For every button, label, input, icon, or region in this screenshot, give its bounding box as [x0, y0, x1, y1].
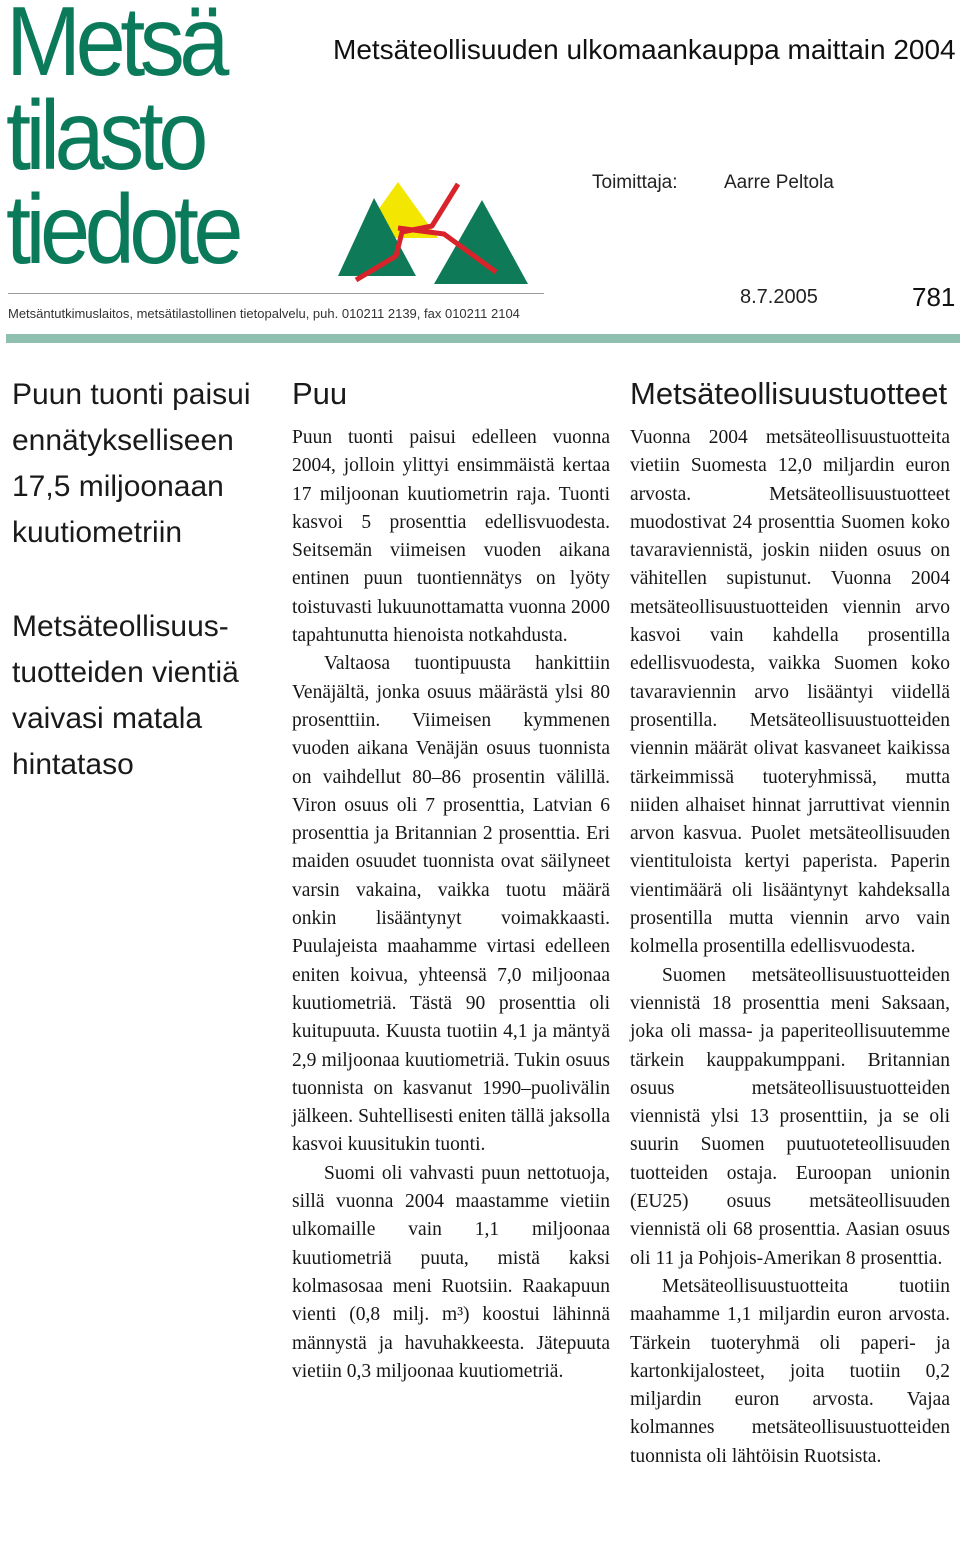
masthead-logo — [6, 0, 258, 284]
section-puu-body — [292, 424, 610, 1386]
mt-paragraph: Metsäteollisuustuotteita tuotiin maahamme 1,1 miljardin euron arvosta. Tärkein tuoteryhmä oli paperi- ja kartonkijalosteet, joita tuotiin 0,2 miljardin euron arvosta. Vajaa kolmannes metsäteollisuustuotteiden tuonnista oli lähtöisin Ruotsista. — [630, 1275, 950, 1467]
sidebar-heading-export: Metsäteollisuus-tuotteiden vientiä vaivasi matala hintataso — [12, 610, 239, 781]
right-green-peak — [434, 200, 528, 284]
mt-paragraph: Suomen metsäteollisuustuotteiden viennistä 18 prosenttia meni Saksaan, joka oli massa- ja paperiteollisuutemme tärkein kauppakumppani. Britannian osuus metsäteollisuustuotteiden viennistä ylsi 13 prosenttiin, ja se oli suurin Suomen puutuoteteollisuuden tuotteiden ostaja. Euroopan unionin (EU25) osuus metsäteollisuuden viennistä oli 68 prosenttia. Aasian osuus oli 11 ja Pohjois-Amerikan 8 prosenttia. — [630, 964, 950, 1269]
issue-number: 781 — [912, 282, 956, 312]
document-title: Metsäteollisuuden ulkomaankauppa maittain 2004 — [333, 34, 956, 65]
editor-name: Aarre Peltola — [724, 172, 834, 193]
logo-line-2: tilasto — [6, 80, 203, 190]
mountain-emblem-icon — [336, 178, 532, 288]
puu-paragraph: Suomi oli vahvasti puun nettotuoja, sillä vuonna 2004 maastamme vietiin ulkomaille vain 1,1 miljoonaa kuutiometriä puuta, mistä kaksi kolmasosaa meni Ruotsiin. Raakapuun vienti (0,8 milj. m³) koostui lähinnä männystä ja havuhakkeesta. Jätepuuta vietiin 0,3 miljoonaa kuutiometriä. — [292, 1162, 610, 1382]
editor-label: Toimittaja: — [592, 172, 678, 193]
publication-date: 8.7.2005 — [740, 286, 818, 308]
sidebar-heading-wood-import: Puun tuonti paisui ennätykselliseen 17,5 miljoonaan kuutiometriin — [12, 378, 251, 549]
contact-info: Metsäntutkimuslaitos, metsätilastollinen tietopalvelu, puh. 010211 2139, fax 010211 2104 — [8, 306, 520, 321]
section-title-metsateollisuustuotteet: Metsäteollisuustuotteet — [630, 376, 948, 411]
puu-paragraph: Puun tuonti paisui edelleen vuonna 2004, jolloin ylittyi ensimmäistä kertaa 17 miljoonan kuutiometrin raja. Tuonti kasvoi 5 prosenttia edellisvuodesta. Seitsemän viimeisen vuoden aikana entinen puun tuontiennätys on lyöty toistuvasti lukuunottamatta vuonna 2000 tapahtunutta hienoista notkahdusta. — [292, 427, 610, 647]
logo-line-3: tiedote — [6, 174, 239, 284]
puu-paragraph: Valtaosa tuontipuusta hankittiin Venäjältä, jonka osuus määrästä ylsi 80 prosenttiin. Viimeisen kymmenen vuoden aikana Venäjän osuus tuonnista on vaihdellut 80–86 prosentin välillä. Viron osuus oli 7 prosenttia, Latvian 6 prosenttia ja Britannian 2 prosenttia. Eri maiden osuudet tuonnista ovat säilyneet varsin vakaina, vaikka tuotu määrä onkin lisääntynyt voimakkaasti. Puulajeista maahamme virtasi edelleen eniten koivua, yhteensä 7,0 miljoonaa kuutiometriä. Tästä 90 prosenttia oli kuitupuuta. Kuusta tuotiin 4,1 ja mäntyä 2,9 miljoonaa kuutiometriä. Tukin osuus tuonnista on kasvanut 1990–puolivälin jälkeen. Suhtellisesti eniten tällä jaksolla kasvoi kuusitukin tuonti. — [292, 653, 610, 1156]
header-band — [6, 334, 960, 343]
header-divider — [8, 293, 544, 294]
section-title-puu: Puu — [292, 376, 348, 411]
section-metsateollisuustuotteet-body — [630, 424, 950, 1471]
logo-line-1: Metsä — [6, 0, 224, 96]
mt-paragraph: Vuonna 2004 metsäteollisuustuotteita vietiin Suomesta 12,0 miljardin euron arvosta. Metsäteollisuustuotteet muodostivat 24 prosenttia Suomen koko tavaraviennistä, joskin niiden osuus on vähitellen supistunut. Vuonna 2004 metsäteollisuustuotteiden viennin arvo kasvoi vain kahdella prosentilla edellisvuodesta, vaikka Suomen koko tavaraviennin arvo lisääntyi viidellä prosentilla. Metsäteollisuustuotteiden viennin määrät olivat kasvaneet kaikissa tärkeimmissä tuoteryhmissä, mutta niiden alhaiset hinnat jarruttivat viennin arvon kasvua. Puolet metsäteollisuuden vientituloista kertyi paperista. Paperin vientimäärä oli lisääntynyt kahdeksalla prosentilla mutta viennin arvo vain kolmella prosentilla edellisvuodesta. — [630, 427, 950, 958]
